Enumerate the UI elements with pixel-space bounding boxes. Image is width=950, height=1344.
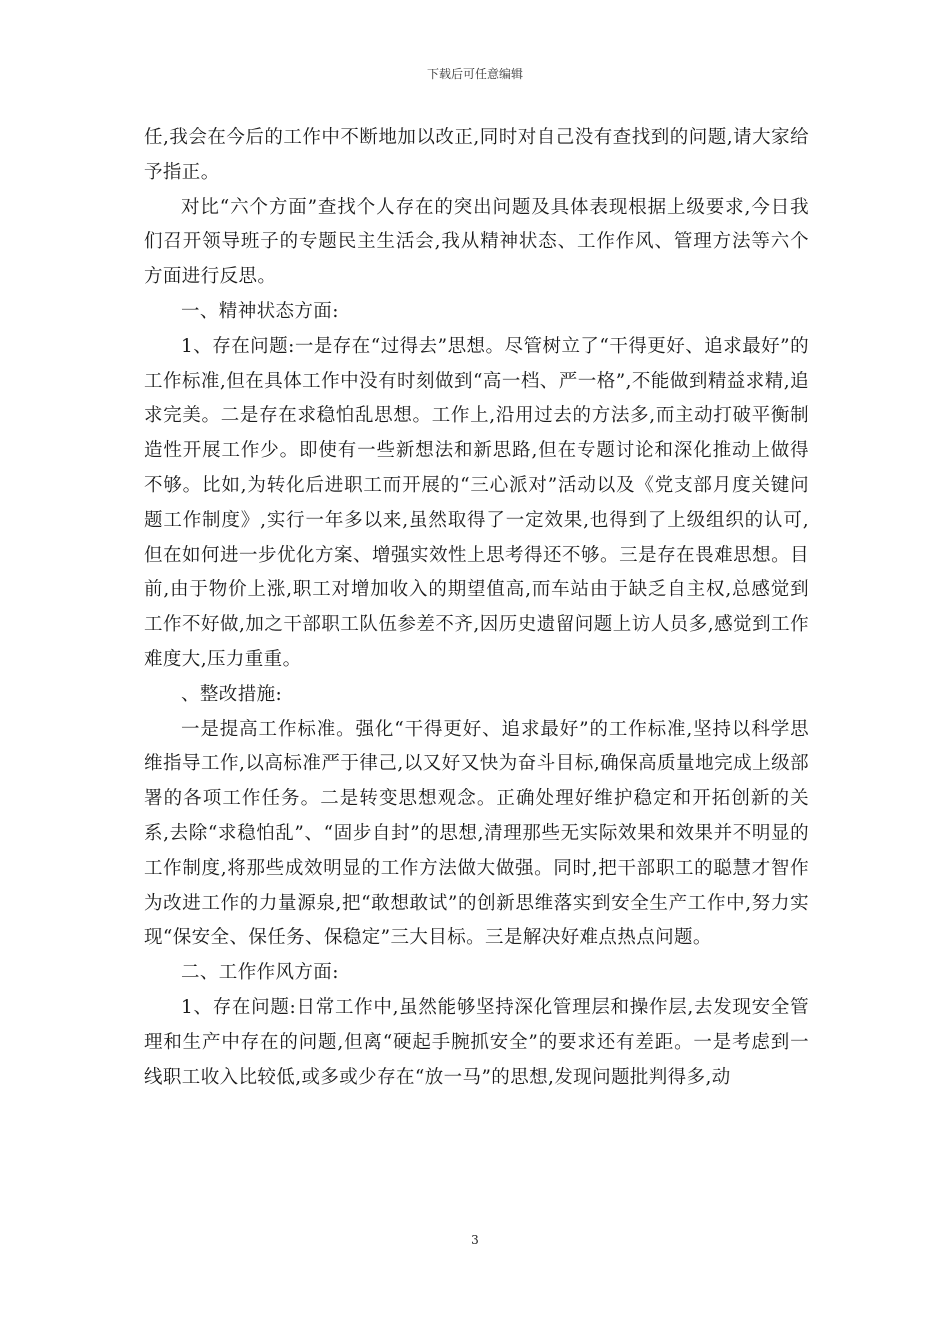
page-header: 下载后可任意编辑 [426, 67, 523, 81]
section-heading: 、整改措施: [181, 683, 283, 705]
paragraph: 对比“六个方面”查找个人存在的突出问题及具体表现根据上级要求,今日我们召开领导班子的专题民主生活会,我从精神状态、工作作风、管理方法等六个方面进行反思。 [144, 196, 809, 288]
document-body [144, 121, 809, 1095]
section-heading: 二、工作作风方面: [181, 962, 339, 984]
paragraph: 一是提高工作标准。强化“干得更好、追求最好”的工作标准,坚持以科学思维指导工作,以高标准严于律己,以又好又快为奋斗目标,确保高质量地完成上级部署的各项工作任务。二是转变思想观念。正确处理好维护稳定和开拓创新的关系,去除“求稳怕乱”、“固步自封”的思想,清理那些无实际效果和效果并不明显的工作制度,将那些成效明显的工作方法做大做强。同时,把干部职工的聪慧才智作为改进工作的力量源泉,把“敢想敢试”的创新思维落实到安全生产工作中,努力实现“保安全、保任务、保稳定”三大目标。三是解决好难点热点问题。 [144, 718, 809, 949]
paragraph: 1、存在问题:日常工作中,虽然能够坚持深化管理层和操作层,去发现安全管理和生产中存在的问题,但离“硬起手腕抓安全”的要求还有差距。一是考虑到一线职工收入比较低,或多或少存在“放一马”的思想,发现问题批判得多,动 [144, 996, 809, 1088]
section-heading: 一、精神状态方面: [181, 300, 339, 322]
paragraph: 1、存在问题:一是存在“过得去”思想。尽管树立了“干得更好、追求最好”的工作标准,但在具体工作中没有时刻做到“高一档、严一格”,不能做到精益求精,追求完美。二是存在求稳怕乱思想。工作上,沿用过去的方法多,而主动打破平衡制造性开展工作少。即使有一些新想法和新思路,但在专题讨论和深化推动上做得不够。比如,为转化后进职工而开展的“三心派对”活动以及《党支部月度关键问题工作制度》,实行一年多以来,虽然取得了一定效果,也得到了上级组织的认可,但在如何进一步优化方案、增强实效性上思考得还不够。三是存在畏难思想。目前,由于物价上涨,职工对增加收入的期望值高,而车站由于缺乏自主权,总感觉到工作不好做,加之干部职工队伍参差不齐,因历史遗留问题上访人员多,感觉到工作难度大,压力重重。 [144, 335, 809, 670]
paragraph: 任,我会在今后的工作中不断地加以改正,同时对自己没有查找到的问题,请大家给予指正。 [144, 127, 809, 183]
page-number: 3 [471, 1233, 479, 1247]
